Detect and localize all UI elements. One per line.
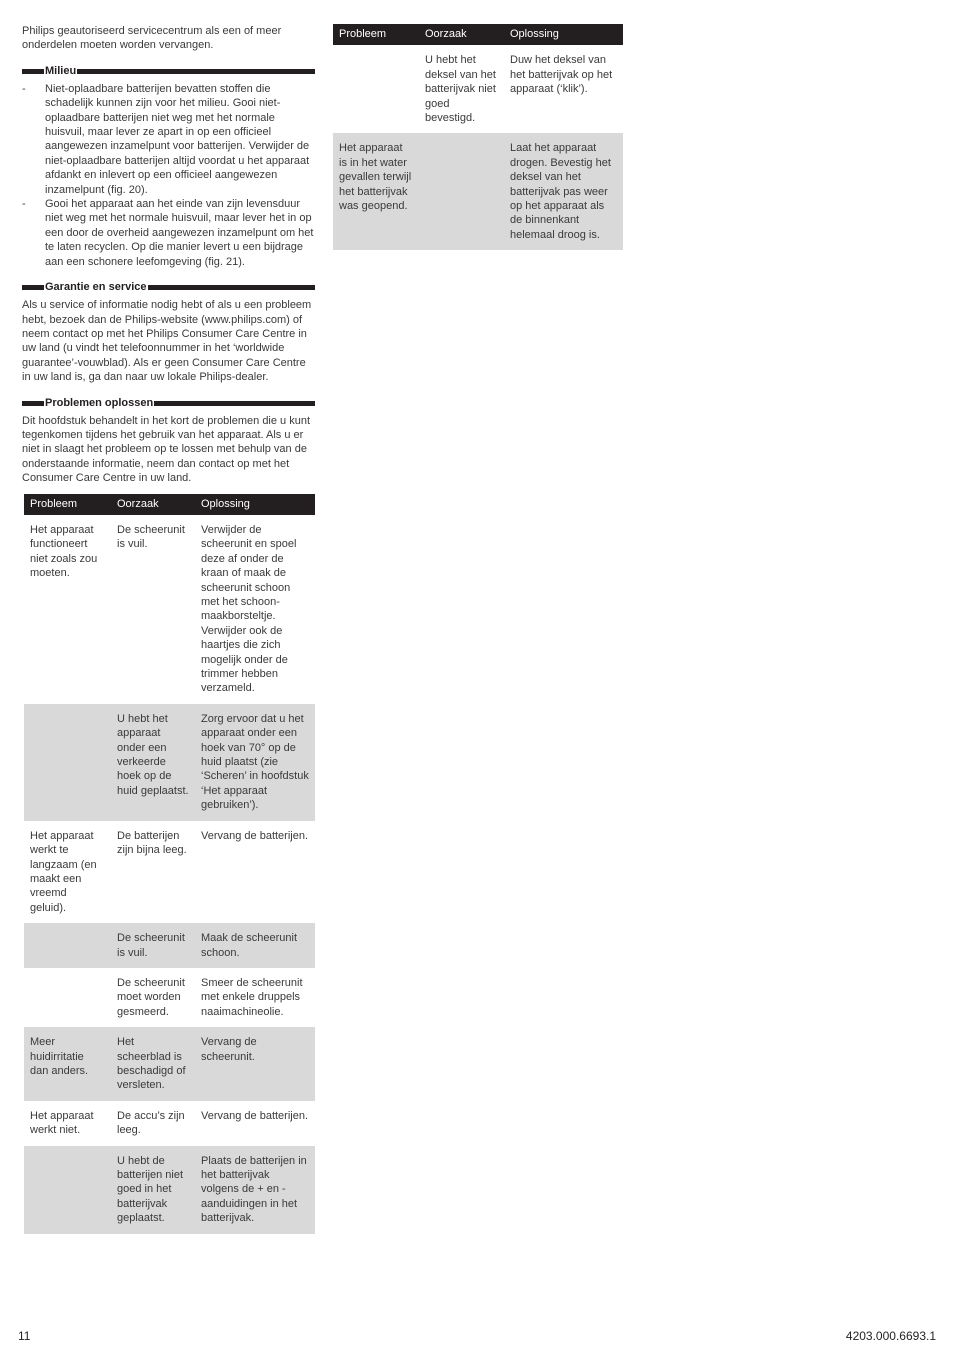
cell-oorzaak: U hebt de batterijen niet goed in het batterijvak geplaatst. — [111, 1146, 195, 1234]
table-row — [333, 45, 623, 133]
table-header-row — [24, 494, 315, 515]
cell-oplossing: Vervang de batterijen. — [201, 829, 309, 842]
cell-oplossing: Zorg ervoor dat u het apparaat onder een hoek van 70° op de huid plaatst (zie ‘Scheren’ in hoofdstuk ‘Het apparaat gebruiken’). — [195, 704, 315, 821]
cell-oorzaak: Het scheerblad is beschadigd of versleten. — [111, 1027, 195, 1101]
cell-probleem — [333, 45, 419, 133]
heading-rule — [154, 401, 315, 406]
cell-oplossing: Vervang de scheerunit. — [195, 1027, 315, 1101]
heading-bar — [22, 401, 44, 406]
cell-oorzaak: De scheerunit moet worden gesmeerd. — [117, 976, 185, 1018]
table-row — [24, 968, 315, 1027]
right-column — [333, 24, 623, 250]
left-column — [22, 24, 315, 1234]
cell-oorzaak — [419, 133, 504, 250]
document-code: 4203.000.6693.1 — [845, 1329, 936, 1343]
table-row — [24, 821, 315, 923]
cell-probleem: Het apparaat is in het water gevallen terwijl het batterijvak was geopend. — [333, 133, 419, 250]
header-probleem: Probleem — [24, 494, 111, 515]
header-oorzaak: Oorzaak — [419, 24, 504, 45]
cell-probleem — [24, 968, 111, 1027]
garantie-paragraph: Als u service of informatie nodig hebt of als u een probleem hebt, bezoek dan de Philips-website (www.philips.com) of neem contact op met het Philips Consumer Care Centre in uw land (u vindt het telefoonnummer in het ‘worldwide guarantee’-vouwblad). Als er geen Consumer Care Centre in uw land is, ga dan naar uw lokale Philips-dealer. — [22, 299, 312, 384]
milieu-list — [22, 82, 315, 269]
heading-bar — [22, 285, 44, 290]
cell-probleem — [24, 923, 111, 968]
section-heading-garantie — [22, 281, 315, 294]
cell-oorzaak: U hebt het deksel van het batterijvak niet goed bevestigd. — [425, 54, 496, 125]
cell-probleem: Het apparaat werkt te langzaam (en maakt een vreemd geluid). — [30, 829, 97, 914]
list-item — [22, 82, 315, 197]
cell-oorzaak: De batterijen zijn bijna leeg. — [117, 829, 187, 857]
list-item-text: Niet-oplaadbare batterijen bevatten stoffen die schadelijk kunnen zijn voor het milieu. Gooi niet-oplaadbare batterijen niet weg met het normale huisvuil, maar lever ze apart in op een officieel aangewezen inzamelpunt voor batterijen. Verwijder de niet-oplaadbare batterijen altijd voordat u het apparaat afdankt en inlevert op een officieel aangewezen inzamelpunt (fig. 20). — [45, 82, 310, 196]
cell-oplossing: Verwijder de scheerunit en spoel deze af onder de kraan of maak de scheerunit schoon met het schoon-maakborsteltje. Verwijder ook de haartjes die zich mogelijk onder de trimmer hebben verzameld. — [201, 523, 297, 695]
cell-oorzaak: U hebt het apparaat onder een verkeerde hoek op de huid geplaatst. — [111, 704, 195, 821]
list-item — [22, 197, 315, 269]
troubleshooting-table — [24, 494, 315, 1234]
cell-oplossing: Smeer de scheerunit met enkele druppels naaimachineolie. — [201, 976, 303, 1018]
cell-probleem — [24, 704, 111, 821]
cell-oorzaak: De scheerunit is vuil. — [117, 523, 185, 551]
section-title: Milieu — [45, 64, 77, 77]
problemen-paragraph: Dit hoofdstuk behandelt in het kort de problemen die u kunt tegenkomen tijdens het gebruik van het apparaat. Als u er niet in slaagt het probleem op te lossen met behulp van de onderstaande informatie, neem dan contact op met het Consumer Care Centre in uw land. — [22, 414, 311, 485]
header-oorzaak: Oorzaak — [111, 494, 195, 515]
section-heading-problemen — [22, 397, 315, 410]
cell-oplossing: Duw het deksel van het batterijvak op het apparaat (‘klik’). — [510, 54, 613, 96]
cell-oplossing: Maak de scheerunit schoon. — [195, 923, 315, 968]
cell-probleem: Meer huidirritatie dan anders. — [24, 1027, 111, 1101]
cell-probleem — [24, 1146, 111, 1234]
table-row — [24, 923, 315, 968]
dash-bullet: - — [22, 82, 26, 95]
table-row — [24, 1146, 315, 1234]
table-row — [24, 1101, 315, 1146]
table-row — [24, 515, 315, 704]
intro-paragraph: Philips geautoriseerd servicecentrum als een of meer onderdelen moeten worden vervangen. — [22, 25, 282, 52]
cell-oplossing: Vervang de batterijen. — [201, 1109, 309, 1122]
heading-rule — [77, 69, 315, 74]
header-probleem: Probleem — [333, 24, 419, 45]
cell-oorzaak: De accu’s zijn leeg. — [117, 1109, 185, 1137]
heading-bar — [22, 69, 44, 74]
cell-oplossing: Plaats de batterijen in het batterijvak volgens de + en - aanduidingen in het batterijvak. — [195, 1146, 315, 1234]
table-row — [333, 133, 623, 250]
list-item-text: Gooi het apparaat aan het einde van zijn levensduur niet weg met het normale huisvuil, maar lever het in op een door de overheid aangewezen inzamelpunt om het te laten recyclen. Op die manier levert u een bijdrage aan een schonere leefomgeving (fig. 21). — [45, 198, 314, 268]
troubleshooting-table-continued — [333, 24, 623, 250]
table-row — [24, 704, 315, 821]
section-title: Garantie en service — [45, 281, 147, 294]
table-header-row — [333, 24, 623, 45]
cell-probleem: Het apparaat werkt niet. — [30, 1109, 94, 1137]
section-title: Problemen oplossen — [45, 396, 154, 409]
heading-rule — [148, 285, 315, 290]
page-number: 11 — [18, 1329, 31, 1343]
cell-probleem: Het apparaat functioneert niet zoals zou moeten. — [30, 523, 98, 580]
section-heading-milieu — [22, 65, 315, 78]
table-row — [24, 1027, 315, 1101]
cell-oorzaak: De scheerunit is vuil. — [111, 923, 195, 968]
header-oplossing: Oplossing — [504, 24, 623, 45]
cell-oplossing: Laat het apparaat drogen. Bevestig het deksel van het batterijvak pas weer op het apparaat als de binnenkant helemaal droog is. — [504, 133, 623, 250]
header-oplossing: Oplossing — [195, 494, 315, 515]
dash-bullet: - — [22, 198, 26, 211]
